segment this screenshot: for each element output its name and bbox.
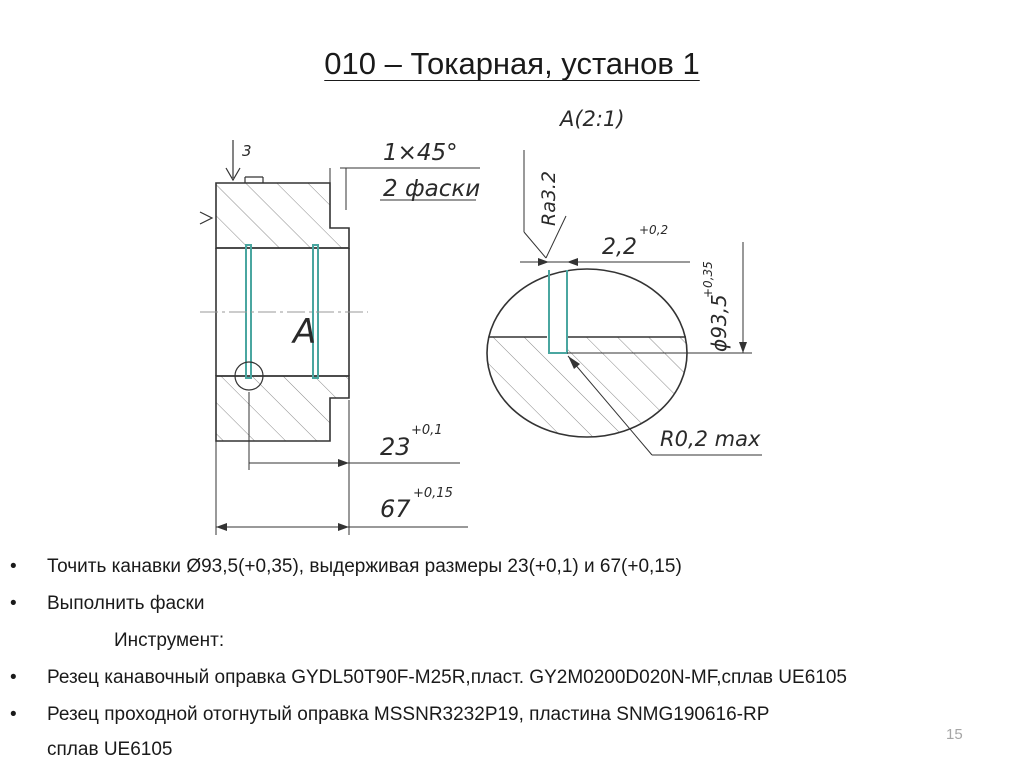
section-label: A bbox=[293, 312, 317, 352]
groove-width-tol: +0,2 bbox=[639, 223, 669, 237]
chamfer-size: 1×45° bbox=[383, 140, 458, 166]
bullet-dot: • bbox=[10, 556, 17, 577]
bullet-item: Резец проходной отогнутый оправка MSSNR3232P19, пластина SNMG190616-RP bbox=[47, 704, 770, 725]
roughness-mark: 3 bbox=[242, 142, 252, 160]
slide-title: 010 – Токарная, установ 1 bbox=[324, 46, 700, 81]
bullet-item: Резец канавочный оправка GYDL50T90F-M25R,пласт. GY2M0200D020N-MF,сплав UE6105 bbox=[47, 667, 847, 688]
bullet-dot: • bbox=[10, 593, 17, 614]
radius-note: R0,2 max bbox=[660, 427, 761, 451]
diameter-tol: +0,35 bbox=[701, 261, 715, 298]
dim-67: 67 bbox=[380, 495, 411, 523]
groove-width: 2,2 bbox=[602, 235, 637, 260]
bullet-dot: • bbox=[10, 667, 17, 688]
bullet-item: Точить канавки Ø93,5(+0,35), выдерживая размеры 23(+0,1) и 67(+0,15) bbox=[47, 556, 682, 577]
roughness-ra: Ra3.2 bbox=[538, 170, 560, 226]
diameter: ϕ93,5 bbox=[707, 294, 731, 352]
bullet-continuation: сплав UE6105 bbox=[47, 739, 173, 760]
dim-23-tol: +0,1 bbox=[411, 423, 443, 438]
bullet-item: Выполнить фаски bbox=[47, 593, 205, 614]
detail-title: A(2:1) bbox=[560, 107, 625, 131]
bullet-dot: • bbox=[10, 704, 17, 725]
tool-heading: Инструмент: bbox=[114, 630, 225, 651]
dim-67-tol: +0,15 bbox=[413, 486, 453, 501]
dim-23: 23 bbox=[380, 433, 411, 461]
chamfer-count: 2 фаски bbox=[383, 176, 481, 202]
page-number: 15 bbox=[946, 726, 963, 743]
